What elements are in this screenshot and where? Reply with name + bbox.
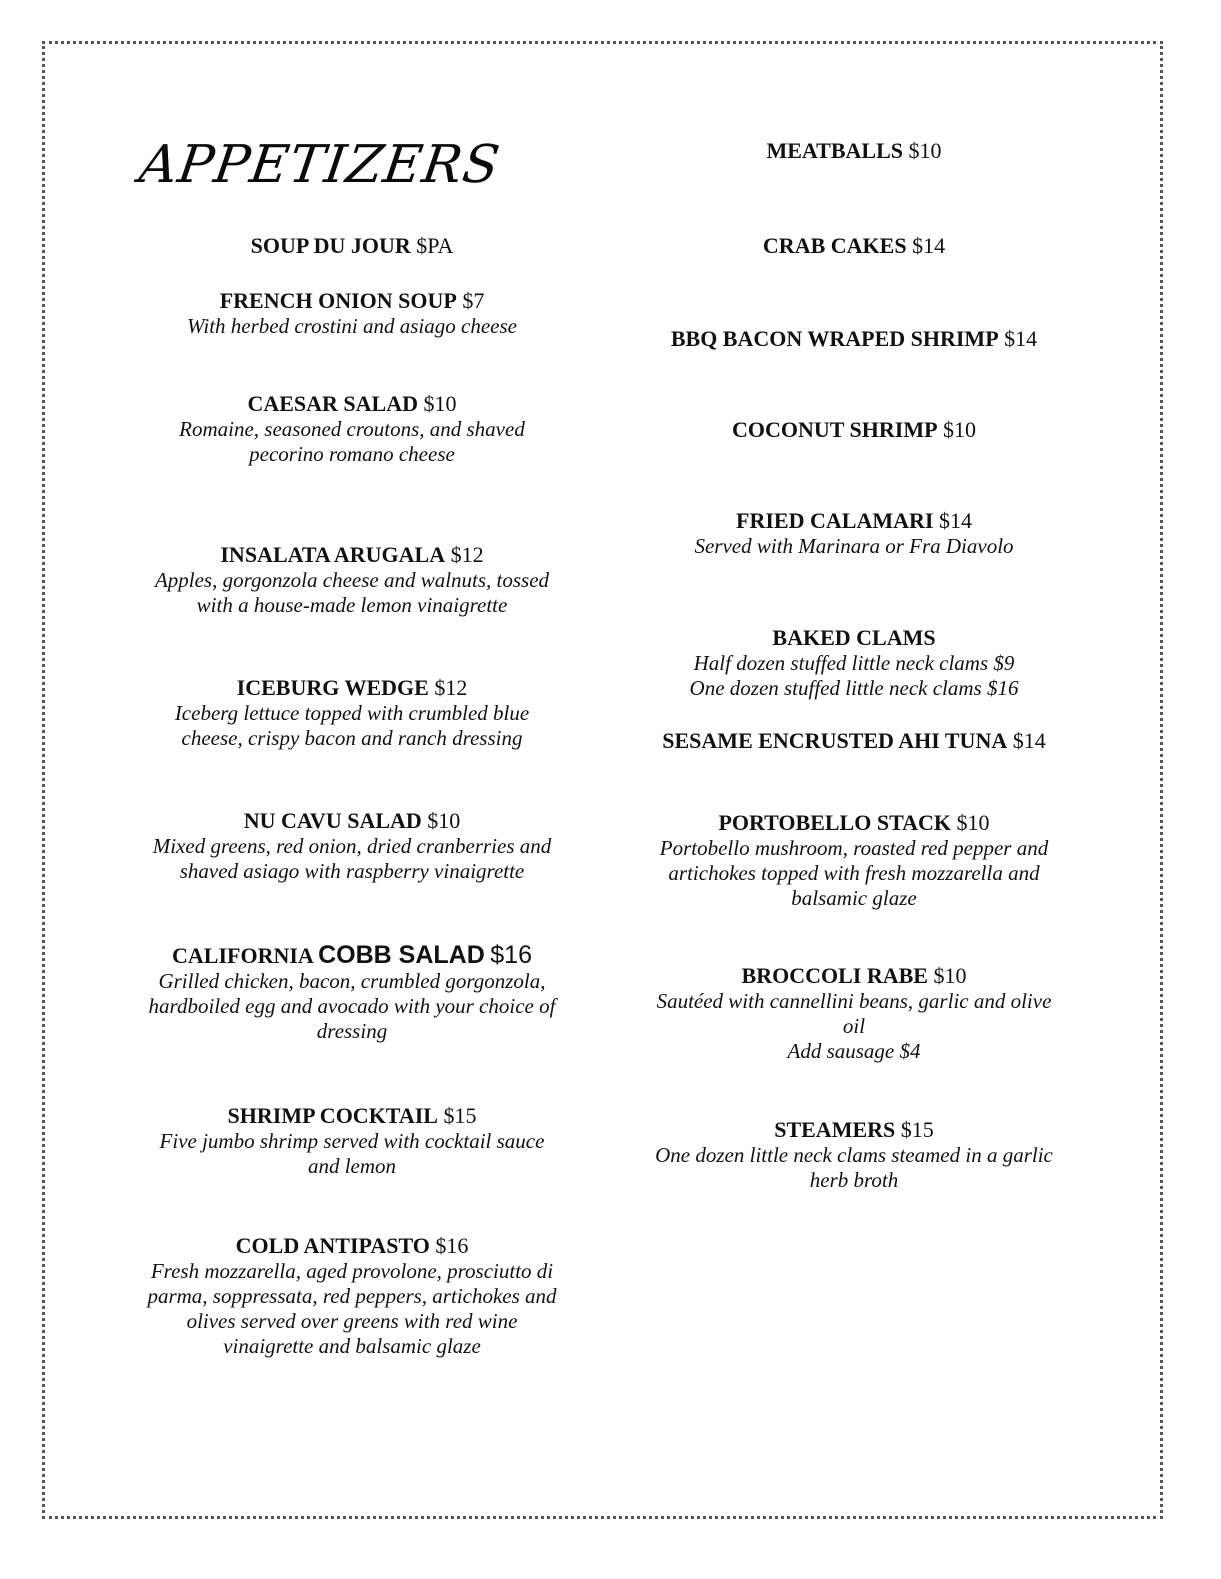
- item-name: BBQ BACON WRAPED SHRIMP: [670, 326, 999, 351]
- item-description: Sautéed with cannellini beans, garlic and olive: [656, 989, 1052, 1013]
- item-price: $7: [462, 288, 485, 313]
- menu-item: [132, 675, 572, 751]
- item-name-prefix: CALIFORNIA: [172, 943, 319, 968]
- item-name: INSALATA ARUGALA: [220, 542, 446, 567]
- item-name: BROCCOLI RABE: [741, 963, 928, 988]
- item-price: $10: [427, 808, 461, 833]
- menu-item-title: [634, 326, 1074, 352]
- menu-item-title: [132, 288, 572, 314]
- item-name: COBB SALAD: [318, 941, 485, 969]
- item-name: COCONUT SHRIMP: [731, 417, 938, 442]
- menu-item: [132, 1233, 572, 1359]
- menu-item: [634, 963, 1074, 1064]
- menu-item: [132, 391, 572, 467]
- menu-item: [634, 417, 1074, 443]
- menu-item: [132, 542, 572, 618]
- item-name: NU CAVU SALAD: [243, 808, 422, 833]
- item-price: $10: [956, 810, 990, 835]
- item-name: SOUP DU JOUR: [250, 233, 411, 258]
- menu-item-title: [634, 233, 1074, 259]
- item-description: Apples, gorgonzola cheese and walnuts, tossed: [154, 568, 550, 592]
- menu-item-title: [634, 625, 1074, 651]
- item-description: artichokes topped with fresh mozzarella and: [668, 861, 1040, 885]
- item-price: $14: [938, 508, 972, 533]
- menu-item-title: [634, 963, 1074, 989]
- menu-item: [634, 728, 1074, 754]
- menu-item-title: [634, 810, 1074, 836]
- item-price: $10: [933, 963, 967, 988]
- menu-item: [132, 942, 572, 1044]
- item-description: Iceberg lettuce topped with crumbled blue: [174, 701, 530, 725]
- item-description: olives served over greens with red wine: [186, 1309, 518, 1333]
- menu-item-title: [634, 508, 1074, 534]
- menu-item-title: [132, 542, 572, 568]
- menu-item: [634, 233, 1074, 259]
- menu-item-title: [634, 728, 1074, 754]
- item-description: Romaine, seasoned croutons, and shaved: [179, 417, 525, 441]
- page-title: APPETIZERS: [135, 135, 504, 195]
- item-description: balsamic glaze: [791, 886, 917, 910]
- item-price: $14: [1004, 326, 1038, 351]
- item-description: Portobello mushroom, roasted red pepper and: [659, 836, 1049, 860]
- menu-item: [132, 233, 572, 259]
- item-price: $15: [900, 1117, 934, 1142]
- item-price: $PA: [416, 233, 454, 258]
- item-description: With herbed crostini and asiago cheese: [187, 314, 517, 338]
- item-name: SESAME ENCRUSTED AHI TUNA: [662, 728, 1008, 753]
- item-description: Mixed greens, red onion, dried cranberries and: [152, 834, 552, 858]
- item-price: $14: [912, 233, 946, 258]
- item-description: Fresh mozzarella, aged provolone, prosciutto di: [150, 1259, 554, 1283]
- item-price: $14: [1012, 728, 1046, 753]
- item-description: herb broth: [809, 1168, 899, 1192]
- item-description: cheese, crispy bacon and ranch dressing: [181, 726, 523, 750]
- item-name: STEAMERS: [774, 1117, 896, 1142]
- item-price: $10: [423, 391, 457, 416]
- menu-item-title: [634, 417, 1074, 443]
- menu-item-title: [132, 1103, 572, 1129]
- item-price: $15: [443, 1103, 477, 1128]
- menu-item-title: [132, 808, 572, 834]
- item-description: oil: [842, 1014, 866, 1038]
- menu-item-title: [132, 942, 572, 969]
- menu-item: [634, 138, 1074, 164]
- item-description: Add sausage $4: [787, 1039, 921, 1063]
- menu-item-title: [132, 233, 572, 259]
- menu-item: [132, 808, 572, 884]
- menu-item: [634, 810, 1074, 911]
- item-price: $12: [450, 542, 484, 567]
- item-name: CAESAR SALAD: [247, 391, 419, 416]
- item-price: $12: [434, 675, 468, 700]
- menu-item-title: [132, 675, 572, 701]
- item-description: Five jumbo shrimp served with cocktail sauce: [159, 1129, 545, 1153]
- menu-item: [132, 1103, 572, 1179]
- item-price: $10: [943, 417, 977, 442]
- item-name: ICEBURG WEDGE: [236, 675, 429, 700]
- item-price: $16: [435, 1233, 469, 1258]
- menu-item-title: [634, 138, 1074, 164]
- item-name: PORTOBELLO STACK: [718, 810, 952, 835]
- item-name: FRIED CALAMARI: [736, 508, 934, 533]
- item-description: vinaigrette and balsamic glaze: [223, 1334, 481, 1358]
- item-description: dressing: [316, 1019, 388, 1043]
- item-price: $16: [490, 941, 532, 969]
- item-name: MEATBALLS: [766, 138, 903, 163]
- menu-item-title: [132, 391, 572, 417]
- menu-item: [634, 326, 1074, 352]
- item-description: and lemon: [307, 1154, 397, 1178]
- item-description: One dozen stuffed little neck clams $16: [689, 676, 1019, 700]
- menu-item-title: [132, 1233, 572, 1259]
- menu-item: [132, 288, 572, 339]
- item-name: COLD ANTIPASTO: [235, 1233, 430, 1258]
- item-description: One dozen little neck clams steamed in a garlic: [655, 1143, 1053, 1167]
- menu-item: [634, 625, 1074, 701]
- item-description: with a house-made lemon vinaigrette: [196, 593, 508, 617]
- item-description: Half dozen stuffed little neck clams $9: [693, 651, 1015, 675]
- item-name: CRAB CAKES: [762, 233, 907, 258]
- item-name: SHRIMP COCKTAIL: [227, 1103, 438, 1128]
- menu-item: [634, 508, 1074, 559]
- item-description: Served with Marinara or Fra Diavolo: [694, 534, 1014, 558]
- menu-item: [634, 1117, 1074, 1193]
- item-description: Grilled chicken, bacon, crumbled gorgonzola,: [158, 969, 546, 993]
- item-name: FRENCH ONION SOUP: [219, 288, 457, 313]
- item-description: shaved asiago with raspberry vinaigrette: [179, 859, 525, 883]
- item-description: hardboiled egg and avocado with your choice of: [148, 994, 556, 1018]
- item-name: BAKED CLAMS: [772, 625, 936, 650]
- item-description: pecorino romano cheese: [249, 442, 455, 466]
- item-description: parma, soppressata, red peppers, artichokes and: [147, 1284, 557, 1308]
- item-price: $10: [908, 138, 942, 163]
- menu-item-title: [634, 1117, 1074, 1143]
